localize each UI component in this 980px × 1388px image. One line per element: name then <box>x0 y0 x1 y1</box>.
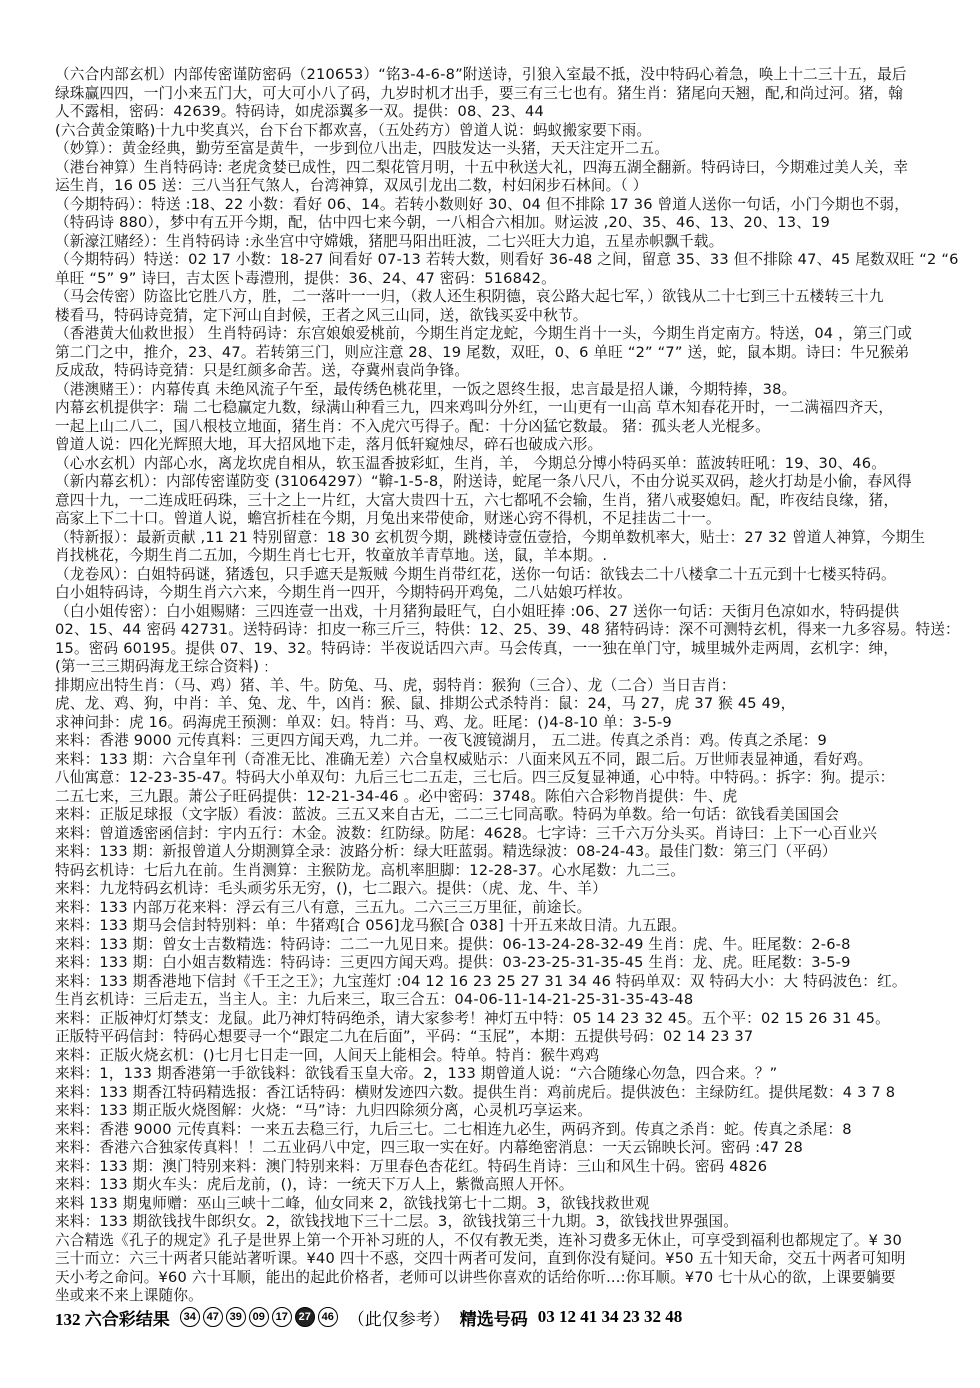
text-line: 来料：正版火烧玄机：()七月七日走一回，人间天上能相会。特单。特肖：猴牛鸡鸡 <box>55 1046 600 1064</box>
result-balls <box>180 1307 338 1327</box>
result-ball: 39 <box>226 1307 246 1327</box>
results-footer <box>55 1305 682 1329</box>
result-ball: 34 <box>180 1307 200 1327</box>
text-line: 特码玄机诗：七后九在前。生肖测算：主猴防龙。高机率胆脚：12-28-37。心水尾数：九二三。 <box>55 861 686 879</box>
text-line: 来料：133 期：曾女士吉数精选：特码诗：二二一九见日来。提供：06-13-24-28-32-49 生肖：虎、牛。旺尾数：2-6-8 <box>55 935 851 953</box>
text-line: (第一三三期码海龙王综合资料)﹕ <box>55 658 274 675</box>
text-line: 六合精选《孔子的规定》孔子是世界上第一个开补习班的人，不仅有教无类，连补习费多无休止，可享受到福利也都规定了。¥ 30 <box>55 1231 902 1249</box>
text-line: 天小考之命问。¥60 六十耳顺，能出的起此价格者，老师可以讲些你喜欢的话给你听...:你耳顺。¥70 七十从心的欲，上课要躺要 <box>55 1268 896 1286</box>
text-line: 来料：133 期香港地下信封《千王之王》；九宝莲灯 :04 12 16 23 25 27 31 34 46 特码单双：双 特码大小：大 特码波色：红。 <box>55 972 907 990</box>
text-line: 高家上下二十口。曾道人说，蟾宫折桂在今期，月兔出来带使命，财迷心窍不得机，不足挂齿二十一。 <box>55 510 721 527</box>
text-line: （特新报）：最新贡献 ,11 21 特别留意：18 30 玄机贺今期，跳楼诗壹伍壹拾，今期单数机率大，贴士：27 32 曾道人神算，今期生 <box>55 528 926 546</box>
text-line: 一起上山二八二，国八根枝立地面，猪生肖：不入虎穴丐得子。配：十分凶猛它数最。 猪：孤头老人光棍多。 <box>55 417 770 435</box>
text-line: 来料：133 期：白小姐吉数精选：特码诗：三更四方闻天鸡。提供：03-23-25-31-35-45 生肖：龙、虎。旺尾数：3-5-9 <box>55 954 851 971</box>
text-line: 人不露相，密码：42639。特码诗，如虎添翼多一双。提供：08、23、44 <box>55 103 544 120</box>
text-line: （龙卷风）：白姐特码谜，猪透包，只手遮天是叛贼 今期生肖带红花，送你一句话：欲钱去二十八楼拿二十五元到十七楼买特码。 <box>55 565 896 583</box>
text-line: 八仙寓意：12-23-35-47。特码大小单双句：九后三七二五走，三七后。四三反复显神通，心中特。中特码。：拆字：狗。提示： <box>55 769 895 786</box>
text-line: 绿珠赢四四，一门小来五门大，可大可小八了码，九岁时机才出手，要三有三七也有。猪生肖：猪尾向天翘，配,和尚过河。猪，翰 <box>55 84 904 102</box>
text-line: 白小姐特码诗，今期生肖六六来，今期生肖一四开，今期特码开鸡兔，二八姑娘巧样妆。 <box>55 584 632 601</box>
text-line: （新内幕玄机）：内部传密谨防变 (31064297）“鞥-1-5-8，附送诗，蛇尾一条八尺八，不由分说买双码，趁火打劫是小偷，春风得 <box>55 473 912 490</box>
text-line: 来料：133 期马会信封特别料：单：牛猪鸡[合 056]龙马猴[合 038] 十开五来故日清。九五跟。 <box>55 917 687 934</box>
text-line: 来料：香港六合独家传真料！！二五业码八中定，四三取一实在好。内幕绝密消息：一天云锦映长河。密码 :47 28 <box>55 1139 804 1156</box>
text-line: 肖找桃花，今期生肖二五加，今期生肖七七开，牧童放羊青草地。送，鼠，羊本期。. <box>55 547 608 564</box>
text-line: 来料：香港 9000 元传真料：一来五去稳三行，九后三七。二七相连九必生，两码齐到。传真之杀肖：蛇。传真之杀尾：8 <box>55 1120 852 1138</box>
result-ball: 09 <box>249 1307 269 1327</box>
text-line: 来料：1，133 期香港第一手欲钱料：欲钱看玉皇大帝。2，133 期曾道人说：“六合随缘心勿急，四合来。？” <box>55 1065 778 1082</box>
picks-numbers: 03 12 41 34 23 32 48 <box>537 1307 683 1326</box>
text-line: 来料：133 期火车头：虎后龙前，()，诗：一统天下万人上，紫微高照人开怀。 <box>55 1176 574 1193</box>
text-line: 15。密码 60195。提供 07、19、32。特码诗：半夜说话四六声。马会传真，一一独在单门守，城里城外走两周，玄机字：绅， <box>55 639 899 657</box>
text-line: （新濠江赌经）：生肖特码诗 :永坐宫中守嫦娥，猪肥马阳出旺波，二七兴旺大力追，五星赤帜飘千载。 <box>55 232 724 250</box>
text-line: 来料：133 期香江特码精选报：香江话特码：横财发迹四六数。提供生肖：鸡前虎后。提供波色：主绿防红。提供尾数：4 3 7 8 <box>55 1083 896 1101</box>
text-line: 虎、龙、鸡、狗，中肖：羊、兔、龙、牛，凶肖：猴、鼠、排期公式杀特肖：鼠：24，马 27，虎 37 猴 45 49， <box>55 695 796 712</box>
text-line: 正版特平码信封：特码心想要寻一个“跟定二九在后面”，平码：“玉屁”，本期：五提供号码：02 14 23 37 <box>55 1028 754 1045</box>
reference-note: （此仅参考） <box>347 1309 450 1329</box>
document-body <box>55 66 960 1306</box>
text-line: 来料：香港 9000 元传真料：三更四方闻天鸡，九二并。一夜飞渡镜湖月， 五二进。传真之杀肖：鸡。传真之杀尾：9 <box>55 732 828 749</box>
text-line: （今期特码）：特送 :18、22 小数：看好 06、14。若转小数则好 30、04 但不排除 17 36 曾道人送你一句话，小门今期也不弱， <box>55 195 910 213</box>
text-line: 来料：正版足球报（文字版）看波：蓝波。三五又来自古无，二二三七同高歌。特码为单数。给一句话：欲钱看美国国会 <box>55 806 840 823</box>
text-line: 内幕玄机提供字：瑞 二七稳赢定九数，绿满山种看三九，四来鸡叫分外红，一山更有一山高 草木知春花开时，一二满福四齐天， <box>55 399 894 416</box>
text-line: 来料：133 期欲钱找牛郎织女。2，欲钱找地下三十二层。3，欲钱找第三十九期。3，欲钱找世界强国。 <box>55 1213 739 1230</box>
text-line: （白小姐传密）：白小姐赐赌：三四连壹一出戏，十月猪狗最旺气，白小姐旺捧 :06、27 送你一句话：天街月色凉如水，特码提供 <box>55 602 900 620</box>
result-ball: 46 <box>318 1307 338 1327</box>
picks-label: 精选号码 <box>459 1309 528 1329</box>
text-line: （六合内部玄机）内部传密谨防密码（210653）“铭3-4-6-8”附送诗，引狼入室最不抵，没中特码心着急，唤上十二三十五，最后 <box>55 66 907 83</box>
text-line: （港澳赌王）：内幕传真 未绝风流子午至，最传绣色桃花里，一饭之恩终生报，忠言最是招人谦，今期特捧，38。 <box>55 380 797 398</box>
text-line: 第二门之中，推介，23、47。若转第三门，则应注意 28、19 尾数，双旺，0、6 单旺 “2” “7” 送，蛇，鼠本期。诗曰：牛兄猴弟 <box>55 343 910 361</box>
text-line: (六合黄金策略)十九中奖真兴，台下台下都欢喜，（五处药方）曾道人说：蚂蚁搬家要下雨。 <box>55 121 652 139</box>
text-line: 来料：133 期：新报曾道人分期测算全录：波路分析：绿大旺蓝弱。精选绿波：08-24-43。最佳门数：第三门（平码） <box>55 843 837 860</box>
text-line: 二五七来，三九跟。萧公子旺码提供：12-21-34-46 。必中密码：3748。陈伯六合彩物肖提供：牛、虎 <box>55 787 738 805</box>
text-line: （特码诗 880），梦中有五开今期，配，估中四七来今朝，一八相合六相加。财运波 ,20、35、46、13、20、13、19 <box>55 214 831 231</box>
text-line: 楼看马，特码诗竞猜，定下河山自封候，王者之风三山同，送，欲钱买妥中秋节。 <box>55 306 588 324</box>
text-line: 来料：133 期：六合皇年刊（奇准无比、准确无差）六合皇权威贴示：八面来风五不同，跟二后。万世师表显神通，看好鸡。 <box>55 750 873 768</box>
text-line: 来料：九龙特码玄机诗：毛头顽劣乐无穷，()，七二跟六。提供：（虎、龙、牛、羊） <box>55 880 607 897</box>
text-line: 来料：曾道透密函信封：宇内五行：木金。波数：红防绿。防尾：4628。七字诗：三千六万分头买。肖诗曰：上下一心百业兴 <box>55 824 878 842</box>
text-line: 求神问卦：虎 16。码海虎王预测：单双：妇。特肖：马、鸡、龙。旺尾：()4-8-10 单：3-5-9 <box>55 713 672 731</box>
text-line: （马会传密）防盗比它胜八方，胜，二一落叶一一归，（救人还生积阴德，哀公路大起七军，）欲钱从二十七到三十五楼转三十九 <box>55 288 884 305</box>
text-line: 坐或来不来上课随你。 <box>55 1287 203 1304</box>
text-line: 来料：正版神灯灯禁支：龙鼠。此乃神灯特码绝杀，请大家参考！神灯五中特：05 14 23 32 45。五个平：02 15 26 31 45。 <box>55 1009 890 1027</box>
text-line: 来料：133 内部万花来料：浮云有三八有意，三五九。二六三三万里征，前途长。 <box>55 898 592 916</box>
text-line: 排期应出特生肖：（马、鸡）猪、羊、牛。防兔、马、虎，弱特肖：猴狗（三合）、龙（二合）当日吉肖： <box>55 676 736 694</box>
result-ball: 17 <box>272 1307 292 1327</box>
text-line: 三十而立：六三十两者只能站著听课。¥40 四十不惑，交四十两者可发问，直到你没有疑问。¥50 五十知天命，交五十两者可知明 <box>55 1250 906 1267</box>
text-line: 生肖玄机诗：三后走五，当主人。主：九后来三，取三合五：04-06-11-14-21-25-31-35-43-48 <box>55 991 694 1008</box>
text-line: 反成敌，特码诗竞猜：只是红颜多命苦。送，夺冀州袁尚争锋。 <box>55 362 470 379</box>
result-ball: 47 <box>203 1307 223 1327</box>
text-line: 来料：133 期：澳门特别来料：澳门特别来料：万里春色杏花红。特码生肖诗：三山和风生十码。密码 4826 <box>55 1157 768 1175</box>
text-line: （香港黄大仙救世报） 生肖特码诗：东宫娘娘爱桃前，今期生肖定龙蛇，今期生肖十一头，今期生肖定南方。特送，04 ，第三门或 <box>55 325 913 342</box>
text-line: 运生肖，16 05 送：三八当狂气煞人，台湾神算，双凤引龙出二数，村妇闲步石林间。（ ） <box>55 177 648 194</box>
text-line: 单旺 “5” 9” 诗曰，吉太医卜毒澧刑，提供：36、24、47 密码：516842。 <box>55 269 556 287</box>
text-line: 来料 133 期鬼师赠：巫山三峡十二峰，仙女同来 2，欲钱找第七十二期。3，欲钱找救世观 <box>55 1194 650 1212</box>
text-line: （妙算）：黄金经典，勤劳至富是黄牛，一步到位八出走，四肢发达一头猪，天天注定开二五。 <box>55 140 670 157</box>
text-line: 02、15、44 密码 42731。送特码诗：扣皮一称三斤三，特供：12、25、39、48 猪特码诗：深不可测特玄机，得来一九多容易。特送： <box>55 621 960 638</box>
text-line: 来料：133 期正版火烧图解：火烧：“马”诗：九归四除须分离，心灵机巧享运来。 <box>55 1102 593 1119</box>
text-line: （心水玄机）内部心水，离龙坎虎自相从，软玉温香披彩虹，生肖，羊， 今期总分博小特码买单：蓝波转旺吼：19、30、46。 <box>55 454 887 472</box>
text-line: 意四十九，一二连成旺码珠，三十之上一片红，大富大贵四十五，六七都吼不会输，生肖，猪八戒娶媳妇。配，昨夜结良缘，猪， <box>55 491 899 509</box>
text-line: 曾道人说：四化光辉照大地，耳大招风地下走，落月低轩窥烛尽，碎石也破成六形。 <box>55 436 603 453</box>
results-label: 132 六合彩结果 <box>55 1309 170 1329</box>
text-line: （今期特码）特送：02 17 小数：18-27 间看好 07-13 若转大数，则看好 36-48 之间，留意 35、33 但不排除 47、45 尾数双旺 “2 “6 <box>55 251 959 268</box>
result-ball: 27 <box>295 1307 315 1327</box>
text-line: （港台神算）生肖特码诗: 老虎贪婪已成性，四二梨花管月明，十五中秋送大礼，四海五湖全翻新。特码诗曰，今期难过美人关，幸 <box>55 158 909 176</box>
